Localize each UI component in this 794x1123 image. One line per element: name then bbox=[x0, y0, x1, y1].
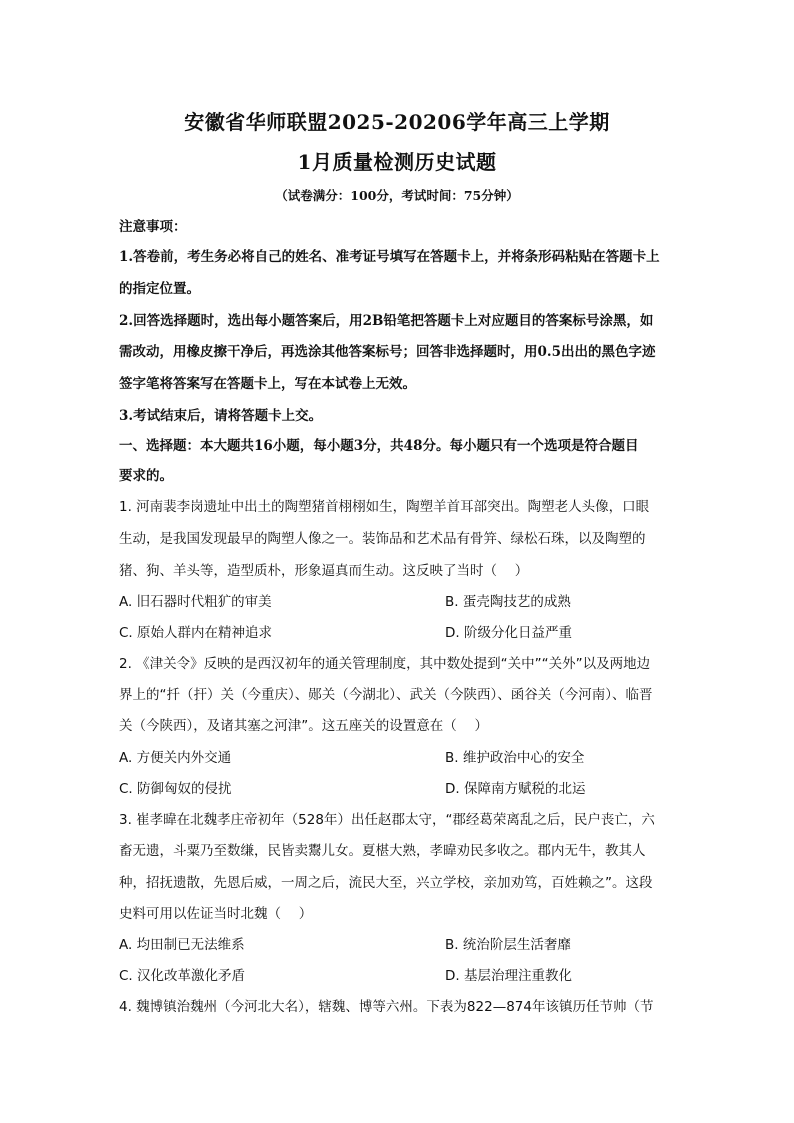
notice-line: 需改动，用橡皮擦干净后，再选涂其他答案标号；回答非选择题时，用0.5出出的黑色字迹 bbox=[119, 344, 656, 360]
question-2-option-d: D. 保障南方赋税的北运 bbox=[445, 781, 586, 797]
section-heading: 一、选择题：本大题共16小题，每小题3分，共48分。每小题只有一个选项是符合题目 bbox=[119, 438, 639, 454]
question-1-option-d: D. 阶级分化日益严重 bbox=[445, 625, 572, 641]
question-3-text: 畜无遗，斗粟乃至数缣，民皆卖鬻儿女。夏椹大熟，孝暐劝民多收之。郡内无牛，教其人 bbox=[119, 843, 646, 859]
question-2-option-c: C. 防御匈奴的侵扰 bbox=[119, 781, 232, 797]
notice-line: 的指定位置。 bbox=[119, 281, 200, 297]
question-1-option-a: A. 旧石器时代粗犷的审美 bbox=[119, 594, 272, 610]
question-1-text: 猪、狗、羊头等，造型质朴，形象逼真而生动。这反映了当时（ ） bbox=[119, 563, 529, 579]
question-3-text: 史料可用以佐证当时北魏（ ） bbox=[119, 906, 313, 922]
notice-line: 3.考试结束后，请将答题卡上交。 bbox=[119, 408, 323, 424]
exam-title-line2: 1月质量检测历史试题 bbox=[297, 150, 497, 174]
question-3-option-b: B. 统治阶层生活奢靡 bbox=[445, 937, 571, 953]
question-2-text: 关（今陕西），及诸其塞之河津”。这五座关的设置意在（ ） bbox=[119, 718, 489, 734]
exam-title-line1: 安徽省华师联盟2025-20206学年高三上学期 bbox=[184, 110, 610, 134]
exam-info: （试卷满分：100分，考试时间：75分钟） bbox=[275, 188, 519, 203]
question-2-option-b: B. 维护政治中心的安全 bbox=[445, 750, 585, 766]
notice-line: 签字笔将答案写在答题卡上，写在本试卷上无效。 bbox=[119, 376, 416, 392]
question-2-text: 2. 《津关令》反映的是西汉初年的通关管理制度，其中数处提到“关中”“关外”以及两地边 bbox=[119, 656, 651, 672]
question-3-text: 种，招抚遗散，先恩后威，一周之后，流民大至，兴立学校，亲加劝笃，百姓赖之”。这段 bbox=[119, 875, 653, 891]
question-3-text: 3. 崔孝暐在北魏孝庄帝初年（528年）出任赵郡太守，“郡经葛荣离乱之后，民户丧亡，六 bbox=[119, 812, 655, 828]
question-1-text: 生动，是我国发现最早的陶塑人像之一。装饰品和艺术品有骨笄、绿松石珠，以及陶塑的 bbox=[119, 531, 646, 547]
question-3-option-d: D. 基层治理注重教化 bbox=[445, 968, 572, 984]
section-heading-cont: 要求的。 bbox=[119, 468, 173, 484]
notice-line: 1.答卷前，考生务必将自己的姓名、准考证号填写在答题卡上，并将条形码粘贴在答题卡上 bbox=[119, 249, 660, 265]
notice-line: 2.回答选择题时，选出每小题答案后，用2B铅笔把答题卡上对应题目的答案标号涂黑，如 bbox=[119, 313, 654, 329]
question-1-text: 1. 河南裴李岗遗址中出土的陶塑猪首栩栩如生，陶塑羊首耳部突出。陶塑老人头像，口眼 bbox=[119, 499, 650, 515]
notice-heading: 注意事项： bbox=[119, 219, 187, 235]
question-4-text: 4. 魏博镇治魏州（今河北大名），辖魏、博等六州。下表为822—874年该镇历任节帅（节 bbox=[119, 999, 654, 1015]
question-1-option-b: B. 蛋壳陶技艺的成熟 bbox=[445, 594, 571, 610]
question-2-option-a: A. 方便关内外交通 bbox=[119, 750, 232, 766]
question-1-option-c: C. 原始人群内在精神追求 bbox=[119, 625, 273, 641]
question-2-text: 界上的“扦（扞）关（今重庆）、郧关（今湖北）、武关（今陕西）、函谷关（今河南）、临晋 bbox=[119, 687, 653, 703]
question-3-option-c: C. 汉化改革激化矛盾 bbox=[119, 968, 246, 984]
question-3-option-a: A. 均田制已无法维系 bbox=[119, 937, 245, 953]
